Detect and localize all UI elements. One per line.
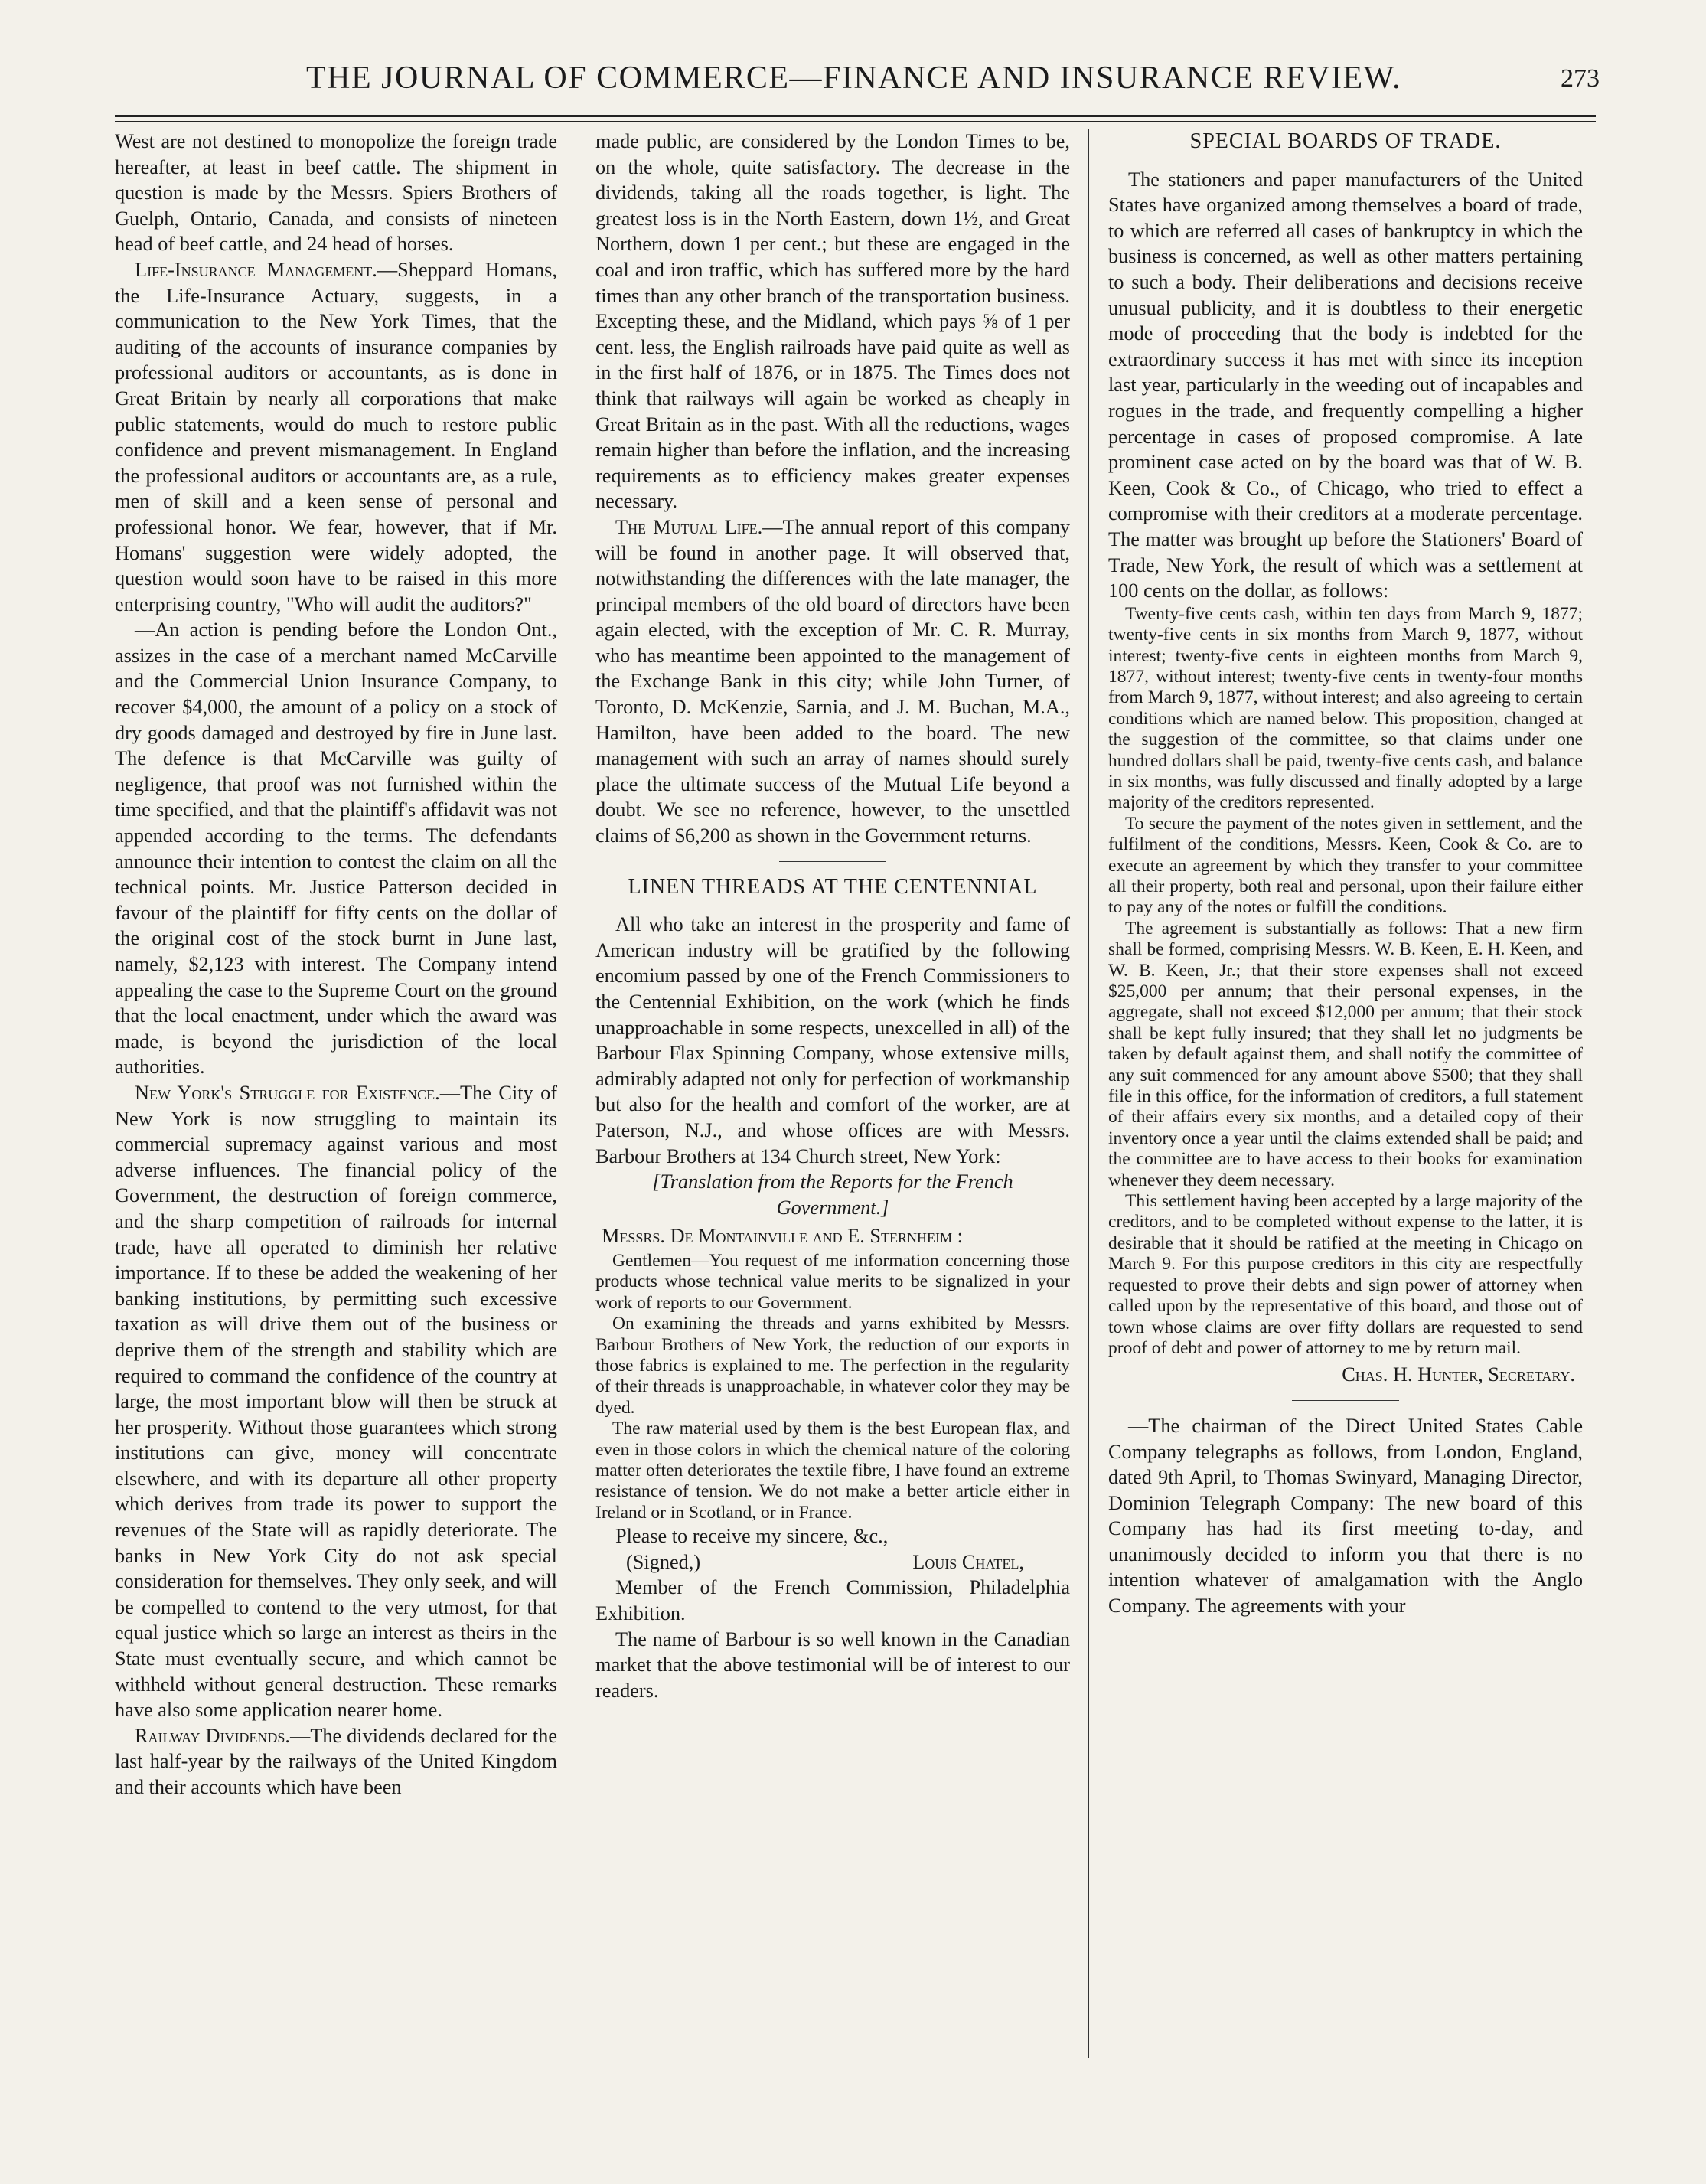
letter-paragraph-2: On examining the threads and yarns exhibited by Messrs. Barbour Brothers of New York, the reduction of our exports in those fabrics is explained to me. The perfection in the regularity of their threads is unapproachable, in whatever color they may be dyed. <box>595 1314 1070 1418</box>
paragraph-cable: —The chairman of the Direct United States Cable Company telegraphs as follows, from London, England, dated 9th April, to Thomas Swinyard, Managing Director, Dominion Telegraph Company: The new board of this Company has had its first meeting to-day, and unanimously decided to inform you that there is no intention whatever of amalgamation with the Anglo Company. The agreements with your <box>1108 1414 1583 1618</box>
running-title: THE JOURNAL OF COMMERCE—FINANCE AND INSURANCE REVIEW. <box>306 60 1401 96</box>
page-number: 273 <box>1561 64 1600 93</box>
paragraph-railway-continued: made public, are considered by the London Times to be, on the whole, quite satisfactory. The decrease in the dividends, taking all the roads together, is light. The greatest loss is in the North Eastern, down 1½, and Great Northern, down 1 per cent.; but these are engaged in the coal and iron traffic, which has suffered more by the hard times than any other branch of the transportation business. Excepting these, and the Midland, which pays ⅝ of 1 per cent. less, the English railroads have paid quite as well as in the first half of 1876, or in 1875. The Times does not think that railways will again be worked as cheaply in Great Britain as in the past. With all the reductions, wages remain higher than before the inflation, and the increasing requirements as to efficiency makes greater expenses necessary. <box>595 130 1070 513</box>
life-insurance-body: —Sheppard Homans, the Life-Insurance Actuary, suggests, in a communication to the New York Times, that the auditing of the accounts of insurance companies by professional auditors or accountants, as is done in Great Britain by nearly all corporations that make public statements, would do much to restore public confidence and prevent mismanagement. In England the professional auditors or accountants are, as a rule, men of skill and a keen sense of personal and professional honor. We fear, however, that if Mr. Homans' suggestion were widely adopted, the question would soon have to be raised in this more enterprising country, "Who will audit the auditors?" <box>115 258 557 615</box>
paragraph-new-york <box>115 1080 557 1723</box>
mutual-life-body: —The annual report of this company will be found in another page. It will observed that, notwithstanding the differences with the late manager, the principal members of the old board of directors have been again elected, with the exception of Mr. C. R. Murray, who has meantime been appointed to the management of the Exchange Bank in this city; while John Turner, of Toronto, D. McKenzie, Sarnia, and J. M. Buchan, M.A., Hamilton, have been added to the board. The new management with such an array of names should surely place the ultimate success of the Mutual Life beyond a doubt. We see no reference, however, to the unsettled claims of $6,200 as shown in the Government returns. <box>595 515 1070 847</box>
paragraph-action: —An action is pending before the London Ont., assizes in the case of a merchant named McCarville and the Commercial Union Insurance Company, to recover $4,000, the amount of a policy on a stock of dry goods damaged and destroyed by fire in June last. The defence is that McCarville was guilty of negligence, that proof was not furnished within the time specified, and that the plaintiff's affidavit was not appended according to the terms. The defendants announce their intention to contest the claim on all the technical points. Mr. Justice Patterson decided in favour of the plaintiff for fifty cents on the dollar of the original cost of the stock burnt in June last, namely, $2,123 with interest. The Company intend appealing the case to the Supreme Court on the ground that the local enactment, under which the award was made, is beyond the jurisdiction of the local authorities. <box>115 619 557 1079</box>
letter-salutation: Messrs. De Montainville and E. Sternheim : <box>602 1225 963 1248</box>
letter-paragraph-3: The raw material used by them is the best European flax, and even in those colors in which the chemical nature of the coloring matter often deteriorates the textile fibre, I have found an extreme resistance of tension. We do not make a better article either in Ireland or in Scotland, or in France. <box>595 1418 1070 1523</box>
letter-signature <box>595 1549 1070 1575</box>
column-3 <box>1108 129 1583 1619</box>
signer-name: Louis Chatel, <box>912 1550 1024 1573</box>
column-2 <box>595 129 1070 1703</box>
translation-note: [Translation from the Reports for the French Government.] <box>652 1170 1013 1219</box>
paragraph-railway <box>115 1723 557 1800</box>
paragraph-cattle: West are not destined to monopolize the foreign trade hereafter, at least in beef cattle. The shipment in question is made by the Messrs. Spiers Brothers of Guelph, Ontario, Canada, and consists of nineteen head of beef cattle, and 24 head of horses. <box>115 130 557 256</box>
special-boards-heading: SPECIAL BOARDS OF TRADE. <box>1189 129 1502 153</box>
paragraph-linen-intro: All who take an interest in the prosperity and fame of American industry will be gratified by the following encomium passed by one of the French Commissioners to the Centennial Exhibition, on the work (which he finds unapproachable in some respects, unexcelled in all) of the Barbour Flax Spinning Company, whose extensive mills, admirably adapted not only for perfection of workmanship but also for the health and comfort of the worker, are at Paterson, N.J., and whose offices are with Messrs. Barbour Brothers at 134 Church street, New York: <box>595 913 1070 1167</box>
section-separator-2 <box>1292 1400 1399 1401</box>
paragraph-mutual-life <box>595 514 1070 849</box>
letter-closing: Please to receive my sincere, &c., <box>615 1525 889 1548</box>
section-separator <box>779 861 886 862</box>
column-1 <box>115 129 557 1800</box>
mutual-life-heading: The Mutual Life. <box>615 515 763 538</box>
secretary-signature: Chas. H. Hunter, Secretary. <box>1342 1363 1575 1386</box>
header-rule-thick <box>115 115 1596 117</box>
railway-heading: Railway Dividends. <box>135 1724 291 1747</box>
settlement-terms <box>1108 604 1583 1360</box>
new-york-body: —The City of New York is now struggling to maintain its commercial supremacy against various and most adverse influences. The financial policy of the Government, the destruction of foreign commerce, and the sharp competition of railroads for internal trade, have all operated to diminish her relative importance. If to these be added the weakening of her banking institutions, by permitting such excessive taxation as will drive them out of the business or deprive them of the strength and stability which are required to command the confidence of the country at large, the most important blow will then be struck at her prosperity. Without those guarantees which strong institutions can give, money will concentrate elsewhere, and with its departure all other property which derives from trade its power to support the revenues of the State will as rapidly deteriorate. The banks in New York City do not ask special consideration for themselves. They only seek, and will be compelled to contend to the very utmost, for that equal justice which so large an interest as theirs in the State must eventually secure, and which cannot be withheld without general destruction. These remarks have also some application nearer home. <box>115 1081 557 1722</box>
settlement-paragraph-2: To secure the payment of the notes given in settlement, and the fulfilment of the conditions, Messrs. Keen, Cook & Co. are to execute an agreement by which they transfer to your committee all their property, both real and personal, upon their failure either to pay any of the notes or fulfill the conditions. <box>1108 813 1583 918</box>
paragraph-barbour-name: The name of Barbour is so well known in the Canadian market that the above testimonial will be of interest to our readers. <box>595 1627 1070 1702</box>
paragraph-special-boards: The stationers and paper manufacturers of the United States have organized among themselves a board of trade, to which are referred all cases of bankruptcy in which the business is concerned, as well as other matters pertaining to such a body. Their deliberations and decisions receive unusual publicity, and it is doubtless to their energetic mode of proceeding that the body is indebted for the extraordinary success it has met with since its inception last year, particularly in the weeding out of incapables and rogues in the trade, and frequently compelling a higher percentage in cases of proposed compromise. A late prominent case acted on by the board was that of W. B. Keen, Cook & Co., of Chicago, who tried to effect a compromise with their creditors at a moderate percentage. The matter was brought up before the Stationers' Board of Trade, New York, the result of which was a settlement at 100 cents on the dollar, as follows: <box>1108 168 1583 602</box>
settlement-paragraph-1: Twenty-five cents cash, within ten days from March 9, 1877; twenty-five cents in six months from March 9, 1877, without interest; twenty-five cents in eighteen months from March 9, 1877, without interest; twenty-five cents in twenty-four months from March 9, 1877, without interest; and also agreeing to certain conditions which are named below. This proposition, changed at the suggestion of the committee, so that claims under one hundred dollars shall be paid, twenty-five cents cash, and balance in six months, was fully discussed and finally adopted by a large majority of the creditors represented. <box>1108 603 1583 813</box>
letter-body <box>595 1251 1070 1523</box>
settlement-paragraph-4: This settlement having been accepted by a large majority of the creditors, and to be completed without expense to the latter, it is desirable that it should be ratified at the meeting in Chicago on March 9. For this purpose creditors in this city are respectfully requested to prove their debts and sign power of attorney when called upon by the representative of this board, and those out of town whose claims are over fifty dollars are requested to send proof of debt and power of attorney to me by return mail. <box>1108 1191 1583 1358</box>
life-insurance-heading: Life-Insurance Management. <box>135 258 377 281</box>
railway-body: —The dividends declared for the last half-year by the railways of the United Kingdom and their accounts which have been <box>115 1724 557 1798</box>
paragraph-life-insurance <box>115 257 557 617</box>
settlement-paragraph-3: The agreement is substantially as follows: That a new firm shall be formed, comprising Messrs. W. B. Keen, E. H. Keen, and W. B. Keen, Jr.; that their store expenses shall not exceed $25,000 per annum; that their personal expenses, in the aggregate, shall not exceed $12,000 per annum; that their stock shall be kept fully insured; that they shall let no judgments be taken by default against them, and shall notify the committee of any suit commenced for any amount above $500; that they shall file in this office, for the information of creditors, a full statement of their affairs every six months, and a detailed copy of their inventory once a year until the claims extended shall be paid; and the committee are to have access to their books for examination whenever they deem necessary. <box>1108 918 1583 1190</box>
header-rule-thin <box>115 121 1596 122</box>
page-header <box>115 60 1600 113</box>
letter-paragraph-1: Gentlemen—You request of me information concerning those products whose technical value merits to be signalized in your work of reports to our Government. <box>595 1250 1070 1313</box>
linen-threads-heading: LINEN THREADS AT THE CENTENNIAL <box>628 874 1038 899</box>
signer-title: Member of the French Commission, Philadelphia Exhibition. <box>595 1576 1070 1624</box>
signed-label: (Signed,) <box>626 1550 701 1573</box>
column-divider-2 <box>1088 129 1089 2058</box>
new-york-heading: New York's Struggle for Existence. <box>135 1081 440 1104</box>
